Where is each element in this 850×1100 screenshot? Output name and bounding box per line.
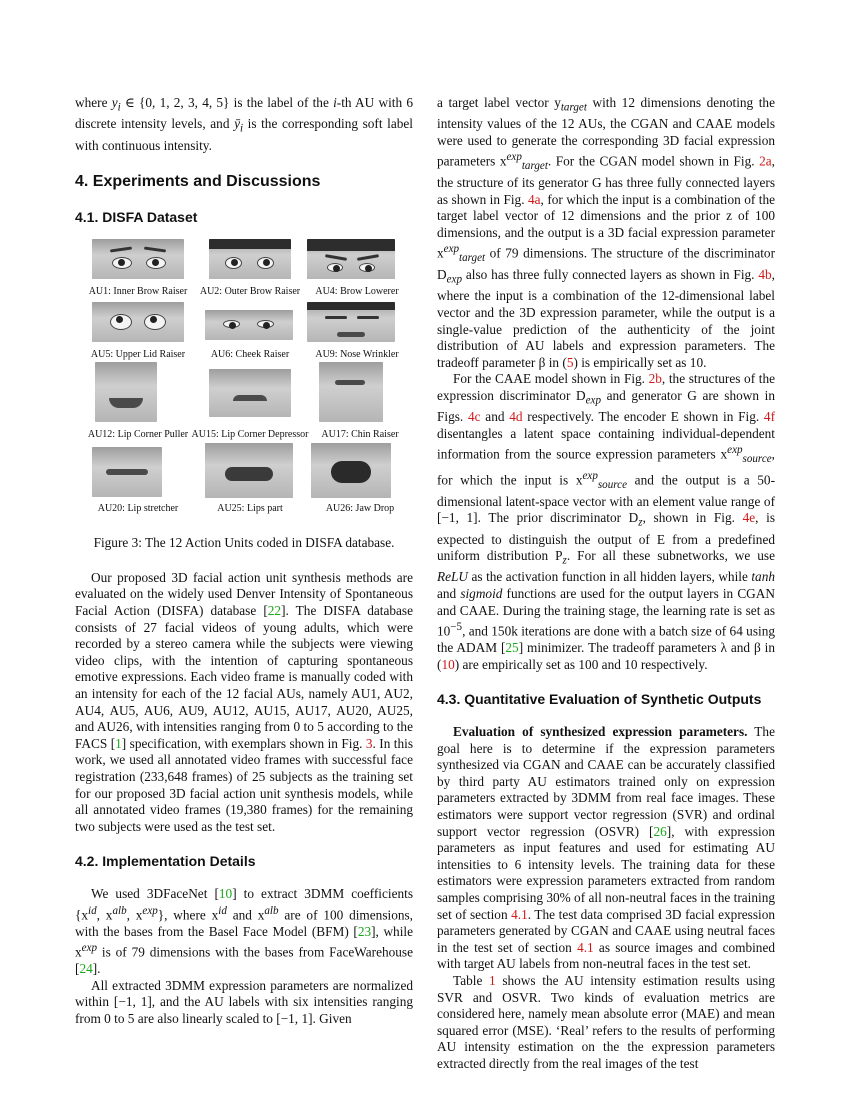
- intro-paragraph: where $y_i$ ∈ {0, 1, 2, 3, 4, 5} is the label of the i-th AU with 6 discrete intensity levels, and $ȳ_i$ is the corresponding soft label with continuous intensity.: [75, 95, 413, 153]
- figure-link[interactable]: 4e: [742, 510, 756, 526]
- au25-face-image: [205, 443, 293, 498]
- au26-face-image: [311, 443, 391, 498]
- au12-face-image: [95, 362, 157, 422]
- citation-link[interactable]: 25: [505, 640, 519, 656]
- citation-link[interactable]: 26: [653, 823, 667, 839]
- cgan-paragraph: a target label vector $y_{target}$ with 12 dimensions denoting the intensity values of the 12 AUs, the CGAN and CAAE models were used to generate the corresponding 3D facial expression parameters $x^{exp}_{target}$. For the CGAN model shown in Fig. 2a, the structure of its generator G has three fully connected layers as shown in Fig. 4a, for which the input is a combination of the target label vector of 12 dimensions and the prior z of 100 dimensions, and the output is a 3D facial expression parameter $x^{exp}_{target}$ of 79 dimensions. The structure of the discriminator $D_{exp}$ also has three fully connected layers as shown in Fig. 4b, where the input is a combination of the 12-dimensional label vector and the 3D expression parameter, while the output is a single-value prediction of the authenticity of the joint distribution of AU labels and expression parameters. The tradeoff parameter β in (5) is empirically set as 10.: [437, 95, 775, 370]
- au9-caption: AU9: Nose Wrinkler: [315, 349, 399, 361]
- figure-link[interactable]: 4d: [509, 409, 523, 425]
- figure-3-caption: Figure 3: The 12 Action Units coded in DISFA database.: [93, 535, 395, 551]
- au1-face-image: [92, 239, 184, 279]
- au4-caption: AU4: Brow Lowerer: [315, 286, 399, 298]
- implementation-paragraph-2: All extracted 3DMM expression parameters are normalized within [−1, 1], and the AU labels with six intensities ranging from 0 to 5 are also linearly scaled to [−1, 1]. Given: [75, 977, 413, 1026]
- au26-caption: AU26: Jaw Drop: [325, 503, 395, 515]
- citation-link[interactable]: 10: [218, 885, 233, 901]
- table-results-paragraph: Table 1 shows the AU intensity estimation results using SVR and OSVR. Two kinds of evaluation metrics are considered here, namely mean absolute error (MAE) and mean squared error (MSE). ‘Real’ refers to the results of performing AU intensity estimation on the the expression parameters extracted directly from the real images of the test: [437, 972, 775, 1071]
- equation-link[interactable]: 10: [441, 656, 455, 672]
- au25-caption: AU25: Lips part: [217, 503, 283, 515]
- au20-face-image: [92, 447, 162, 497]
- table-link[interactable]: 1: [489, 972, 496, 988]
- au9-face-image: [307, 302, 395, 342]
- figure-link[interactable]: 4f: [763, 409, 775, 425]
- section-4-2-heading: 4.2. Implementation Details: [75, 853, 256, 870]
- au20-caption: AU20: Lip stretcher: [97, 503, 179, 515]
- au15-caption: AU15: Lip Corner Depressor: [191, 429, 309, 441]
- citation-link[interactable]: 24: [79, 961, 93, 977]
- figure-link[interactable]: 4a: [527, 191, 541, 207]
- figure-link[interactable]: 4c: [467, 409, 481, 425]
- au12-caption: AU12: Lip Corner Puller: [87, 429, 189, 441]
- au1-caption: AU1: Inner Brow Raiser: [88, 286, 188, 298]
- au4-face-image: [307, 239, 395, 279]
- au17-face-image: [319, 362, 383, 422]
- section-4-3-heading: 4.3. Quantitative Evaluation of Synthetic Outputs: [437, 691, 762, 708]
- au6-face-image: [205, 310, 293, 340]
- equation-link[interactable]: 5: [566, 354, 574, 370]
- figure-link[interactable]: 2a: [759, 153, 772, 169]
- citation-link[interactable]: 1: [115, 735, 122, 751]
- right-column: [437, 95, 775, 1072]
- citation-link[interactable]: 23: [357, 923, 372, 939]
- au6-caption: AU6: Cheek Raiser: [210, 349, 290, 361]
- au17-caption: AU17: Chin Raiser: [321, 429, 399, 441]
- evaluation-paragraph: Evaluation of synthesized expression parameters. The goal here is to determine if the expression parameters synthesized via CGAN and CAAE can be accurately classified by third party AU estimators trained only on expression parameters extracted by 3DMM from real face images. These estimators were support vector regression (SVR) and ordinal support vector regression (OSVR) [26], with expression parameters as input features and used for estimating AU intensities to 6 intensity levels. The training data for these estimators were expression parameters extracted from random samples comprising 30% of all non-neutral faces in the training set of section 4.1. The test data comprised 3D facial expression parameters generated by CGAN and CAAE using neutral faces in the test set of section 4.1 as source images and combined with target AU labels from non-neutral faces in the test set.: [437, 724, 776, 972]
- section-4-1-heading: 4.1. DISFA Dataset: [75, 208, 198, 225]
- au5-caption: AU5: Upper Lid Raiser: [90, 349, 186, 361]
- section-4-heading: 4. Experiments and Discussions: [75, 173, 321, 191]
- caae-paragraph: For the CAAE model shown in Fig. 2b, the structures of the expression discriminator $D_{exp}$ and generator G are shown in Figs. 4c and 4d respectively. The encoder E shown in Fig. 4f disentangles a latent space containing individual-dependent information from the source expression parameters $x^{exp}_{source}$, for which the input is $x^{exp}_{source}$ and the output is a 50-dimensional latent-space vector with an element value range of [−1, 1]. The prior discriminator $D_z$, shown in Fig. 4e, is expected to distinguish the output of E from a predefined uniform distribution $P_z$. For all these subnetworks, we use ReLU as the activation function in all hidden layers, while tanh and sigmoid functions are used for the output layers in CGAN and CAAE. During the training stage, the learning rate is set as $10^{-5}$, and 150k iterations are done with a batch size of 64 using the ADAM [25] minimizer. The tradeoff parameters λ and β in (10) are empirically set as 100 and 10 respectively.: [437, 371, 776, 672]
- section-link[interactable]: 4.1: [577, 939, 594, 955]
- au15-face-image: [209, 369, 291, 417]
- au2-face-image: [209, 239, 291, 279]
- figure-link[interactable]: 2b: [648, 371, 662, 387]
- figure-link[interactable]: 3: [365, 735, 373, 751]
- au5-face-image: [92, 302, 184, 342]
- figure-link[interactable]: 4b: [758, 267, 772, 283]
- disfa-paragraph: Our proposed 3D facial action unit synthesis methods are evaluated on the widely used Denver Intensity of Spontaneous Facial Action (DISFA) database [22]. The DISFA database consists of 27 facial videos of young adults, which were recorded by a stereo camera while the subjects were viewing video clips, with the intention of capturing spontaneous emotive expressions. Each video frame is manually coded with an intensity for each of the 12 facial AUs, namely AU1, AU2, AU4, AU5, AU6, AU9, AU12, AU15, AU17, AU20, AU25, and AU26, with intensities ranging from 0 to 5 according to the FACS [1] specification, with exemplars shown in Fig. 3. In this work, we used all annotated video frames with successful face registration (233,648 frames) of 25 subjects as the training set for our proposed 3D facial action unit synthesis models, while all annotated video frames (19,380 frames) for the remaining two subjects were used as the test set.: [75, 569, 413, 834]
- implementation-paragraph-1: We used 3DFaceNet [10] to extract 3DMM coefficients {$x^{id}$, $x^{alb}$, $x^{exp}$}, where $x^{id}$ and $x^{alb}$ are of 100 dimensions, with the bases from the Basel Face Model (BFM) [23], while $x^{exp}$ is of 79 dimensions with the bases from FaceWarehouse [24].: [75, 885, 413, 977]
- au2-caption: AU2: Outer Brow Raiser: [199, 286, 301, 298]
- citation-link[interactable]: 22: [267, 603, 282, 619]
- section-link[interactable]: 4.1: [511, 906, 528, 922]
- left-column: [75, 95, 413, 1028]
- figure-3-action-units: [75, 239, 413, 529]
